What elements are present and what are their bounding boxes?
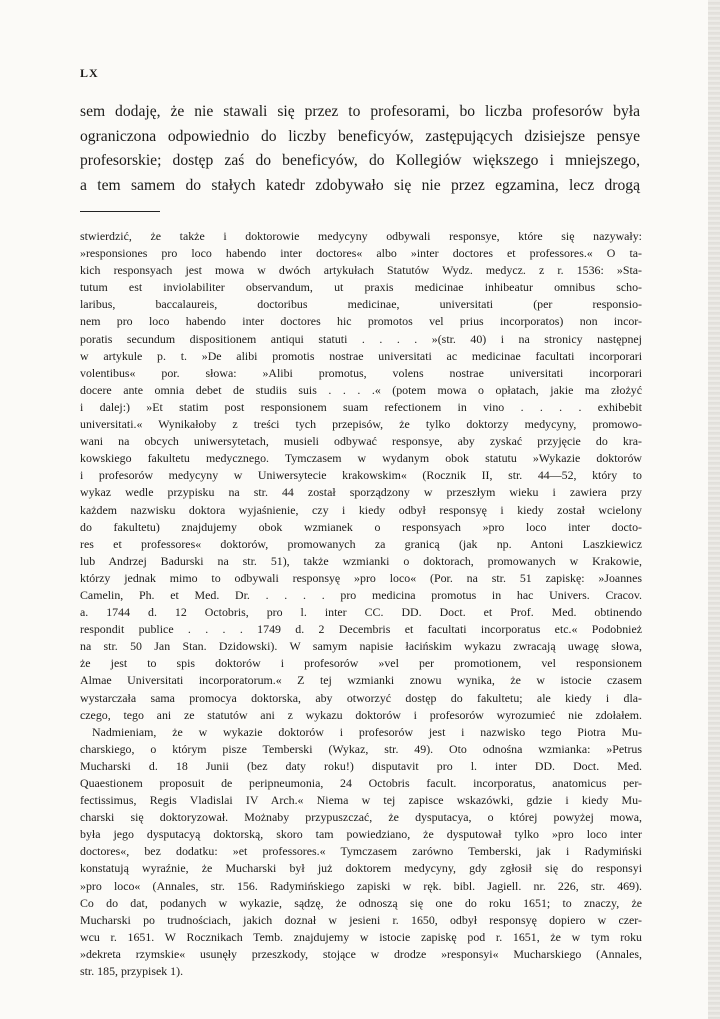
footnote-line: doctores«, bez dodatku: »et professores.« Tymczasem zarówno Temberski, jak i Radymiński <box>80 844 642 859</box>
footnote-line: »pro loco« (Annales, str. 156. Radymińskiego zapiski w ręk. bibl. Jagiell. nr. 226, str. 469). <box>80 878 642 893</box>
footnote-line: Almae Universitati incorporatorum.« Z tej wzmianki znowu wynika, że w istocie czasem <box>80 673 642 688</box>
footnote-line: res et professores« doktorów, promowanych za granicą (jak np. Antoni Laszkiewicz <box>80 536 642 551</box>
footnote-line: volentibus« por. słowa: »Alibi promotus, volens nostrae universitati incorporari <box>80 365 642 380</box>
footnote-line: i profesorów medycyny w Uniwersytecie krakowskim« (Rocznik II, str. 44—52, który to <box>80 468 642 483</box>
footnote-line: universitati.« Wynikałoby z treści tych przepisów, że tylko doktorzy medycyny, promowo- <box>80 417 642 432</box>
footnote-line: konstatują wyraźnie, że Mucharski był już doktorem medycyny, gdy zgłosił się do responsyi <box>80 861 642 876</box>
footnote-line: Co do dat, podanych w wykazie, sądzę, że odnoszą się one do roku 1651; to znaczy, że <box>80 895 642 910</box>
footnote-line: charskiego, o którym pisze Temberski (Wykaz, str. 49). Oto odnośna wzmianka: »Petrus <box>80 741 642 756</box>
footnote-line: poratis secundum dispositionem antiqui statuti . . . . »(str. 40) i na stronicy następnej <box>80 331 642 346</box>
footnote-line: respondit publice . . . . 1749 d. 2 Decembris et facultati incorporatus etc.« Podobnież <box>80 622 642 637</box>
footnote-line: »dekreta rzymskie« usunęły przeszkody, stojące w drodze »responsyi« Mucharskiego (Annales, <box>80 946 642 961</box>
footnote-line: kowskiego fakultetu medycznego. Tymczasem w wydanym obok statutu »Wykazie doktorów <box>80 451 642 466</box>
main-text-line: ograniczona odpowiednio do liczby beneficyów, zastępujących dzisiejsze pensye <box>80 127 640 145</box>
footnote-line: do fakultetu) znajdujemy obok wzmianek o responsyach »pro loco inter docto- <box>80 519 642 534</box>
footnote-line: stwierdzić, że także i doktorowie medycyny odbywali responsye, które się nazywały: <box>80 229 642 243</box>
footnote-line: którzy jednak mimo to odbywali responsyę »pro loco« (Por. na str. 51 zapiskę: »Joannes <box>80 570 642 585</box>
footnote-line: i dalej:) »Et statim post responsionem suam refectionem in vino . . . . exhibebit <box>80 399 642 414</box>
footnote-line: nem pro loco habendo inter doctores hic promotos vel prius incorporatos) non incor- <box>80 314 642 329</box>
footnote-line: wystarczała sama promocya doktorska, aby otworzyć dostęp do fakultetu; ale kiedy i dla- <box>80 690 642 705</box>
footnote-line: charski się doktoryzował. Możnaby przypuszczać, że dysputacya, o której powyżej mowa, <box>80 810 642 825</box>
footnote-line: a. 1744 d. 12 Octobris, pro l. inter CC. DD. Doct. et Prof. Med. obtinendo <box>80 605 642 620</box>
footnote-line: kich responsyach jest mowa w dwóch artykułach Statutów Wydz. medycz. z r. 1536: »Sta- <box>80 263 642 278</box>
page-number: LX <box>80 66 99 80</box>
main-text-line: a tem samem do stałych katedr zdobywało się nie przez egzamina, lecz drogą <box>80 176 640 194</box>
footnote-line: laribus, baccalaureis, doctoribus medicinae, universitati (per responsio- <box>80 297 642 312</box>
main-text <box>80 100 640 198</box>
footnote-line: że jest to spis doktorów i profesorów »vel per promotionem, vel responsionem <box>80 656 642 671</box>
footnote-line: Mucharski po trudnościach, jakich doznał w jesieni r. 1650, odbył responsyę dopiero w czer- <box>80 912 642 927</box>
footnote-line: Nadmieniam, że w wykazie doktorów i profesorów jest i nazwisko tego Piotra Mu- <box>92 724 642 739</box>
footnote-line: na str. 50 Jan Stan. Dzidowski). W samym napisie łacińskim wykazu zwracają uwagę słowa, <box>80 639 642 654</box>
footnote <box>80 228 642 980</box>
footnote-line: tutum est inviolabiliter observandum, ut praxis medicinae inhibeatur omnibus scho- <box>80 280 642 295</box>
footnote-line: w artykule p. t. »De alibi promotis nostrae universitati ac medicinae facultati incorporari <box>80 348 642 363</box>
footnote-line: docere ante omnia debet de studiis suis . . . .« (potem mowa o opłatach, jakie ma złożyć <box>80 382 642 397</box>
footnote-line: wykaz wedle przypisku na str. 44 został sporządzony w przeszłym wieku i zawiera przy <box>80 485 642 500</box>
footnote-line: fectissimus, Regis Vladislai IV Arch.« Niema w tej zapisce wskazówki, gdzie i kiedy Mu- <box>80 793 642 808</box>
footnote-line: Mucharski d. 18 Junii (bez daty roku!) disputavit pro l. inter DD. Doct. Med. <box>80 758 642 773</box>
footnote-line: była jego dysputacyą doktorską, skoro tam powiedziano, że dysputował tylko »pro loco inter <box>80 827 642 842</box>
footnote-separator <box>80 211 160 212</box>
main-text-line: profesorskie; dostęp zaś do beneficyów, do Kollegiów większego i mniejszego, <box>80 152 640 169</box>
scanned-page-edge <box>708 0 720 1019</box>
footnote-line: wcu r. 1651. W Rocznikach Temb. znajdujemy w istocie zapiskę pod r. 1651, że w tym roku <box>80 929 642 944</box>
footnote-line: każdem nazwisku doktora wyjaśnienie, czy i kiedy odbył responsyę i kiedy został wcielony <box>80 502 642 517</box>
footnote-line: lub Andrzej Badurski na str. 51), także wzmianki o doktorach, promowanych w Krakowie, <box>80 553 642 568</box>
footnote-line: Camelin, Ph. et Med. Dr. . . . . pro medicina promotus in hac Univers. Cracov. <box>80 587 642 602</box>
footnote-line: czego, tego ani ze statutów ani z wykazu doktorów i profesorów wyrozumieć nie zdołałem. <box>80 707 642 722</box>
footnote-line: wani na obcych uniwersytetach, musieli odbywać responsye, aby zyskać przyjęcie do kra- <box>80 434 642 449</box>
footnote-line: str. 185, przypisek 1). <box>80 964 184 979</box>
footnote-line: »responsiones pro loco habendo inter doctores« albo »inter doctores et professores.« O ta- <box>80 246 642 261</box>
footnote-line: Quaestionem proposuit de peripneumonia, 24 Octobris facult. incorporatus, anatomicus per- <box>80 776 642 790</box>
main-text-line: sem dodaję, że nie stawali się przez to profesorami, bo liczba profesorów była <box>80 103 640 120</box>
